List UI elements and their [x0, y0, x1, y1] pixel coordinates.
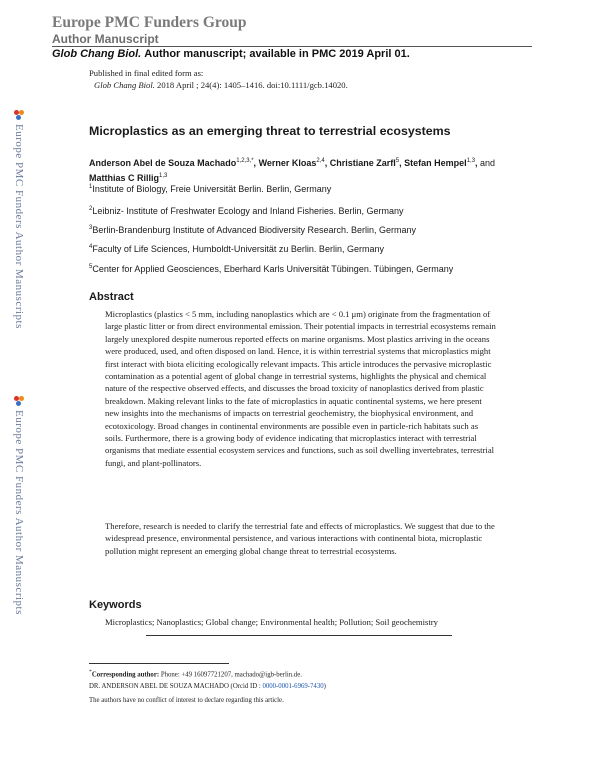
affiliation	[89, 264, 453, 274]
affiliation	[89, 184, 331, 194]
author-name: Matthias C Rillig	[89, 173, 160, 183]
sidebar-text-bottom: Europe PMC Funders Author Manuscripts	[13, 410, 25, 615]
orcid-suffix: )	[323, 683, 326, 690]
author-affiliation-marker: 1,3	[159, 173, 168, 179]
abstract-paragraph: Therefore, research is needed to clarify the terrestrial fate and effects of microplastics. We suggest that due to the widespread presence, environmental persistence, and various interactions with continental biota, microplastic pollution might represent an emerging global change threat to terrestrial ecosystems.	[105, 521, 495, 556]
author-affiliation-marker: 1,3	[466, 158, 476, 164]
author-name: Werner Kloas	[258, 158, 317, 168]
footnote-contact: Phone: +49 16097721207, machado@igb-berlin.de.	[160, 671, 302, 679]
affiliation-text: Leibniz- Institute of Freshwater Ecology and Inland Fisheries. Berlin, Germany	[92, 206, 404, 216]
footnote-marker: *	[89, 669, 92, 675]
orcid-note	[89, 683, 326, 690]
published-info	[89, 67, 348, 91]
page-header	[52, 14, 247, 46]
header-availability: Author manuscript; available in PMC 2019 April 01.	[144, 48, 410, 60]
author-affiliation-marker: 1,2,3,*	[236, 158, 254, 164]
corresponding-author-note	[89, 669, 302, 678]
sidebar-text-top: Europe PMC Funders Author Manuscripts	[13, 124, 25, 329]
article-title: Microplastics as an emerging threat to terrestrial ecosystems	[89, 124, 451, 138]
europe-pmc-logo-icon	[14, 110, 24, 120]
affiliation-number: 3	[89, 225, 93, 231]
header-journal-line	[52, 47, 410, 61]
sidebar-label-bottom	[9, 396, 29, 615]
author-name: Stefan Hempel	[404, 158, 467, 168]
affiliation-text: Institute of Biology, Freie Universität Berlin. Berlin, Germany	[92, 184, 332, 194]
affiliation-number: 5	[89, 264, 93, 270]
footnote-label: Corresponding author:	[91, 671, 160, 679]
header-org: Europe PMC Funders Group	[52, 14, 247, 31]
europe-pmc-logo-icon	[14, 396, 24, 406]
keywords-heading: Keywords	[89, 599, 142, 611]
abstract-paragraph: Microplastics (plastics < 5 mm, including nanoplastics which are < 0.1 μm) originate from the fragmentation of large plastic litter or from direct environmental emission. Their potential impacts in terrestrial ecosystems remain largely unexplored despite numerous reported effects on marine organisms. Most plastics arriving in the oceans were produced, used, and often disposed on land. Hence, it is within terrestrial systems that microplastics might first interact with biota eliciting ecologically relevant impacts. This article introduces the pervasive microplastic contamination as a potential agent of global change in terrestrial systems, highlights the physical and chemical nature of the respective observed effects, and discusses the broad toxicity of nanoplastics derived from plastic breakdown. Making relevant links to the fate of microplastics in aquatic continental systems, we here present new insights into the mechanisms of impacts on terrestrial geochemistry, the biophysical environment, and ecotoxicology. Broad changes in continental environments are possible even in particle-rich habitats such as soils. Furthermore, there is a growing body of evidence indicating that microplastics interact with terrestrial organisms that mediate essential ecosystem services and functions, such as soil dwelling invertebrates, terrestrial fungi, and plant-pollinators.	[105, 309, 496, 468]
orcid-prefix: DR. ANDERSON ABEL DE SOUZA MACHADO (Orcid ID :	[89, 683, 263, 690]
published-citation: 2018 April ; 24(4): 1405–1416. doi:10.1111/gcb.14020.	[157, 80, 348, 90]
author-name: Anderson Abel de Souza Machado	[89, 158, 237, 168]
published-label: Published in final edited form as:	[89, 68, 204, 78]
affiliation-number: 2	[89, 206, 93, 212]
affiliation	[89, 244, 384, 254]
orcid-link[interactable]: 0000-0001-6969-7430	[262, 683, 324, 690]
header-manuscript-type: Author Manuscript	[52, 32, 159, 46]
affiliation-text: Faculty of Life Sciences, Humboldt-Universität zu Berlin. Berlin, Germany	[92, 244, 384, 254]
affiliation-text: Berlin-Brandenburg Institute of Advanced Biodiversity Research. Berlin, Germany	[92, 225, 417, 235]
affiliation	[89, 225, 416, 235]
affiliation-text: Center for Applied Geosciences, Eberhard Karls Universität Tübingen. Tübingen, Germany	[92, 264, 454, 274]
author-conjunction: and	[480, 158, 496, 168]
keywords-text: Microplastics; Nanoplastics; Global change; Environmental health; Pollution; Soil geochemistry	[105, 617, 438, 627]
footnote-divider	[89, 663, 229, 664]
affiliation-number: 1	[89, 184, 93, 190]
author-list: Anderson Abel de Souza Machado$^{1,2,3,*}$, Werner Kloas$^{2,4}$, Christiane Zarfl$^5$, Stefan Hempel$^{1,3}$, and Matthias C Rillig$^{1,3}$	[89, 158, 496, 183]
sidebar-label-top	[9, 110, 29, 329]
affiliation	[89, 206, 404, 216]
author-affiliation-marker: 5	[395, 158, 400, 164]
header-journal: Glob Chang Biol.	[52, 48, 142, 60]
conflict-note: The authors have no conflict of interest to declare regarding this article.	[89, 697, 284, 704]
keywords-divider	[146, 635, 452, 636]
abstract-heading: Abstract	[89, 291, 134, 303]
author-affiliation-marker: 2,4	[316, 158, 325, 164]
author-name: Christiane Zarfl	[329, 158, 396, 168]
affiliation-number: 4	[89, 244, 93, 250]
published-journal: Glob Chang Biol.	[94, 80, 155, 90]
